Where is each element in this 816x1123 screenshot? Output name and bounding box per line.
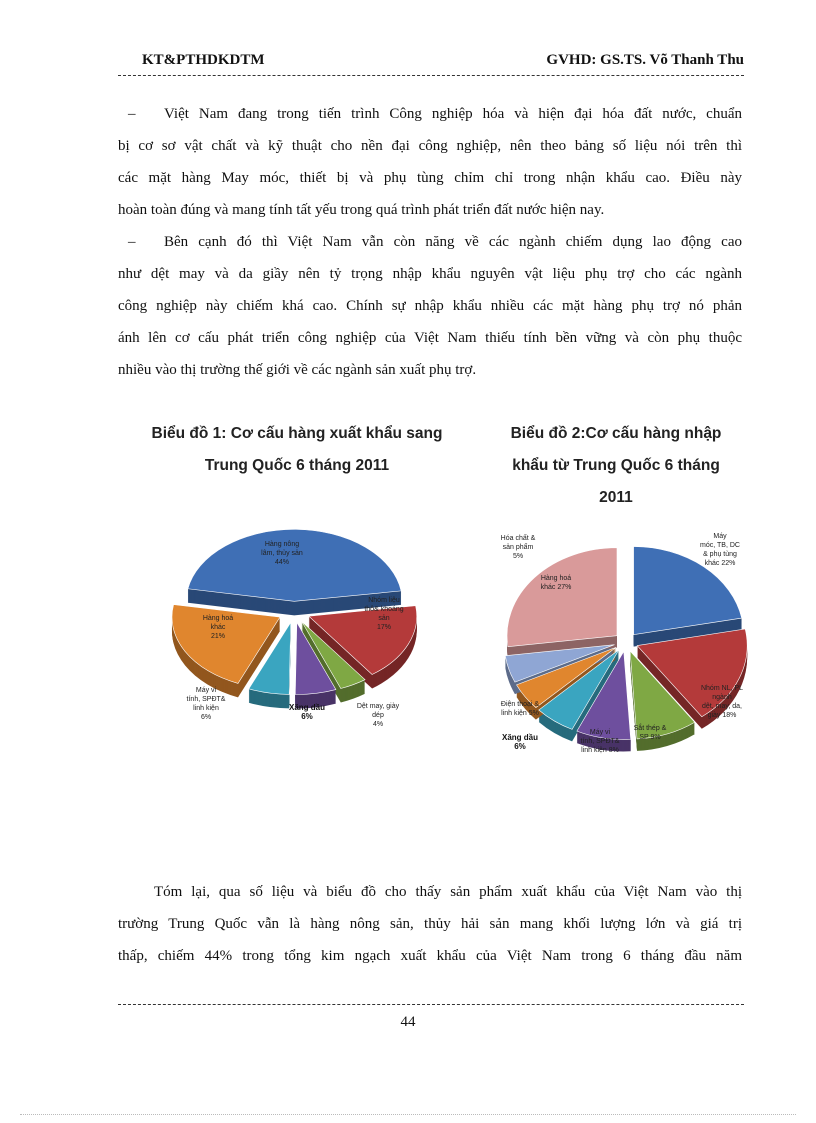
paragraph-3	[118, 876, 742, 972]
chart-1-title-line: Trung Quốc 6 tháng 2011	[204, 457, 390, 474]
pie-label: Sắt thép & SP 9%	[633, 725, 667, 741]
text-line: như dệt may và da giầy nên tỷ trọng nhập khẩu nguyên vật liệu phụ trợ cho các ngành	[118, 266, 742, 282]
text-line: bị cơ sơ vật chất và kỹ thuật cho nền đại công nghiệp, nên theo bảng số liệu nói trên thì	[118, 138, 742, 154]
pie-label: Xăng dầu 6%	[288, 703, 326, 721]
pie-label: Xăng dầu 6%	[501, 733, 539, 751]
pie-label: Máy vi tính, SPĐT& linh kiện 8%	[580, 729, 620, 754]
pie-label: Hóa chất & sản phẩm 5%	[500, 535, 536, 560]
chart-2-title-line: Biểu đồ 2:Cơ cấu hàng nhập	[510, 425, 722, 442]
bullet-dash: –	[128, 234, 136, 250]
pie-label: Nhóm liệu thô& khoáng sản 17%	[364, 597, 404, 631]
import-pie-chart	[490, 520, 760, 760]
page-number: 44	[400, 1014, 416, 1030]
pie-label: Dệt may, giày dép 4%	[356, 703, 400, 728]
pie-slice	[507, 548, 617, 647]
pie-label: Nhóm NL, PL ngành dệt, may, da, giày 18%	[700, 685, 744, 719]
pie-label: Hàng hoá khác 27%	[540, 575, 572, 591]
text-line: ánh lên cơ cấu phát triển công nghiệp của Việt Nam thiếu tính bền vững và còn phụ thuộc	[118, 330, 742, 346]
chart-2-title	[488, 418, 744, 514]
page-header	[118, 52, 744, 76]
bullet-dash: –	[128, 106, 136, 122]
chart-2-title-line: 2011	[599, 489, 633, 506]
text-line: trường Trung Quốc vẫn là hàng nông sản, thủy hải sản mang khối lượng lớn và giá trị	[118, 916, 742, 932]
chart-2-title-line: khẩu từ Trung Quốc 6 tháng	[512, 457, 720, 474]
text-line: nhiều vào thị trường thế giới về các ngành sản xuất phụ trợ.	[118, 362, 477, 378]
text-line: Tóm lại, qua số liệu và biểu đồ cho thấy sản phẩm xuất khẩu của Việt Nam vào thị	[154, 884, 742, 900]
text-line: hoàn toàn đúng và mang tính tất yếu trong quá trình phát triển đất nước hiện nay.	[118, 202, 605, 218]
pie-label: Máy vi tính, SPĐT& linh kiện 6%	[186, 687, 226, 721]
header-divider	[118, 75, 744, 76]
text-line: Việt Nam đang trong tiến trình Công nghiệp hóa và hiện đại hóa đất nước, chuẩn	[164, 106, 742, 122]
chart-1-title	[118, 418, 476, 482]
chart-1-title-line: Biểu đồ 1: Cơ cấu hàng xuất khẩu sang	[151, 425, 443, 442]
header-right: GVHD: GS.TS. Võ Thanh Thu	[546, 52, 744, 68]
page-edge	[20, 1114, 796, 1115]
footer-divider	[118, 1004, 744, 1005]
text-line: thấp, chiếm 44% trong tổng kim ngạch xuất khẩu của Việt Nam trong 6 tháng đầu năm	[118, 948, 742, 964]
text-line: các mặt hàng May móc, thiết bị và phụ tùng chỉm chỉ trong nhận khẩu cao. Điều này	[118, 170, 742, 186]
header-left: KT&PTHDKDTM	[142, 52, 265, 68]
pie-label: Điện thoại & linh kiện 5%	[500, 701, 540, 717]
text-line: Bên cạnh đó thì Việt Nam vẫn còn năng về các ngành chiếm dụng lao động cao	[164, 234, 742, 250]
pie-label: Máy móc, TB, DC & phụ tùng khác 22%	[700, 533, 740, 567]
export-pie-chart	[160, 520, 428, 750]
text-line: công nghiệp này chiếm khá cao. Chính sự nhập khẩu nhiều các mặt hàng phụ trợ nó phản	[118, 298, 742, 314]
pie-label: Hàng hoá khác 21%	[202, 615, 234, 640]
pie-label: Hàng nông lâm, thủy sản 44%	[261, 541, 303, 566]
